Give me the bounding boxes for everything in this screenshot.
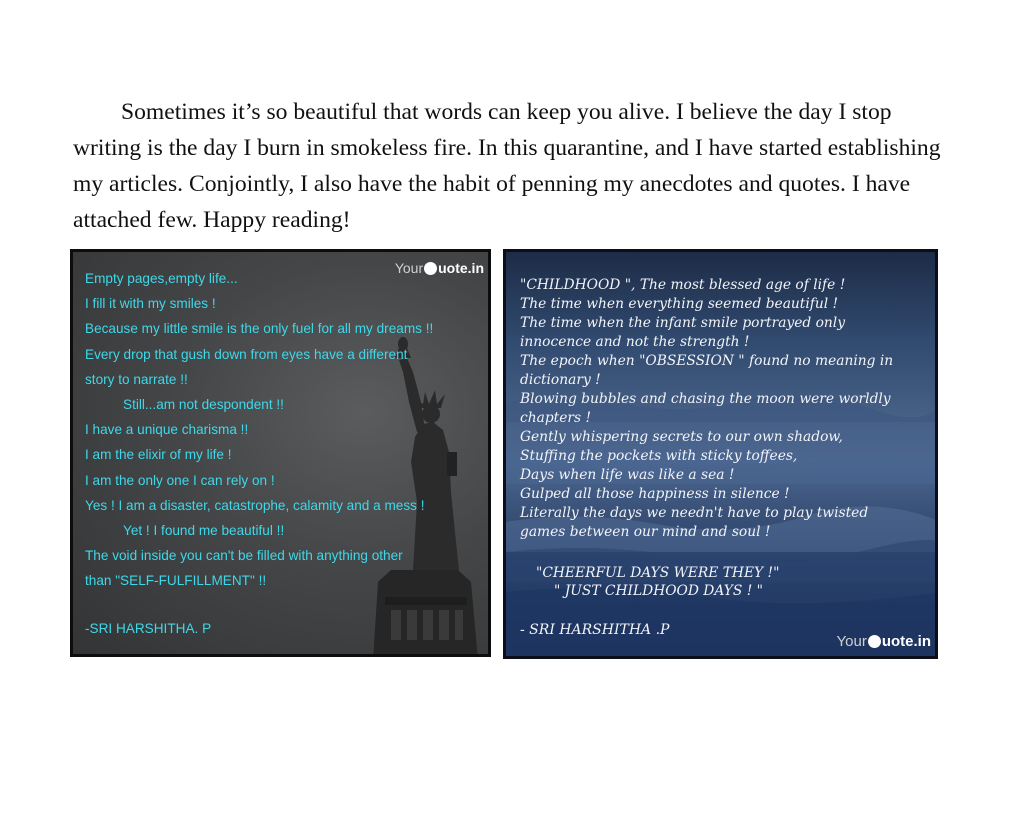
poem-line: Gulped all those happiness in silence ! — [520, 486, 790, 502]
quote-bubble-icon — [868, 635, 881, 648]
poem-line: I am the only one I can rely on ! — [85, 472, 275, 488]
poem-line: dictionary ! — [520, 372, 601, 388]
poem-line: than "SELF-FULFILLMENT" !! — [85, 573, 267, 589]
poem-line: Literally the days we needn't have to play twisted — [520, 505, 869, 521]
poem-lines — [520, 276, 893, 542]
poem-line: Every drop that gush down from eyes have a different — [85, 346, 408, 362]
closing-quote — [536, 564, 779, 600]
poem-line: story to narrate !! — [85, 371, 188, 387]
poem-lines — [85, 266, 433, 594]
yourquote-logo: Your uote.in — [394, 260, 484, 276]
poem-line: Blowing bubbles and chasing the moon were worldly — [520, 391, 891, 407]
author-signature: -SRI HARSHITHA. P — [85, 621, 212, 636]
closing-quote-line: "CHEERFUL DAYS WERE THEY !" — [536, 565, 780, 581]
poem-line: Days when life was like a sea ! — [520, 467, 735, 483]
yourquote-logo: Your uote.in — [836, 633, 931, 650]
poem-line: The epoch when "OBSESSION " found no meaning in — [520, 353, 894, 369]
quote-image-childhood — [503, 249, 938, 659]
author-signature: - SRI HARSHITHA .P — [520, 622, 670, 638]
poem-line: Empty pages,empty life... — [85, 271, 238, 286]
quote-image-empty-pages — [70, 249, 491, 657]
poem-line: The void inside you can't be filled with anything other — [85, 548, 403, 564]
poem-line: "CHILDHOOD ", The most blessed age of life ! — [520, 277, 846, 293]
poem-line: The time when everything seemed beautiful ! — [520, 296, 839, 312]
poem-line: Yet ! I found me beautiful !! — [123, 523, 285, 539]
poem-line: games between our mind and soul ! — [520, 524, 771, 540]
poem-line: Yes ! I am a disaster, catastrophe, calamity and a mess ! — [85, 497, 425, 513]
poem-line: innocence and not the strength ! — [520, 334, 750, 350]
intro-paragraph — [73, 94, 953, 238]
poem-line: chapters ! — [520, 410, 591, 426]
poem-line: I am the elixir of my life ! — [85, 447, 232, 463]
poem-line: Stuffing the pockets with sticky toffees, — [520, 448, 798, 464]
poem-line: Still...am not despondent !! — [123, 397, 284, 413]
intro-text: Sometimes it’s so beautiful that words can keep you alive. I believe the day I stop writing is the day I burn in smokeless fire. In this quarantine, and I have started establishing my articles. Conjointly, I also have the habit of penning my anecdotes and quotes. I have attached few. Happy reading! — [73, 99, 941, 233]
poem-line: Gently whispering secrets to our own shadow, — [520, 429, 843, 445]
poem-line: The time when the infant smile portrayed only — [520, 315, 846, 331]
poem-line: I fill it with my smiles ! — [85, 296, 216, 312]
poem-line: I have a unique charisma !! — [85, 422, 249, 438]
closing-quote-line: " JUST CHILDHOOD DAYS ! " — [554, 583, 763, 599]
poem-line: Because my little smile is the only fuel for all my dreams !! — [85, 321, 434, 337]
